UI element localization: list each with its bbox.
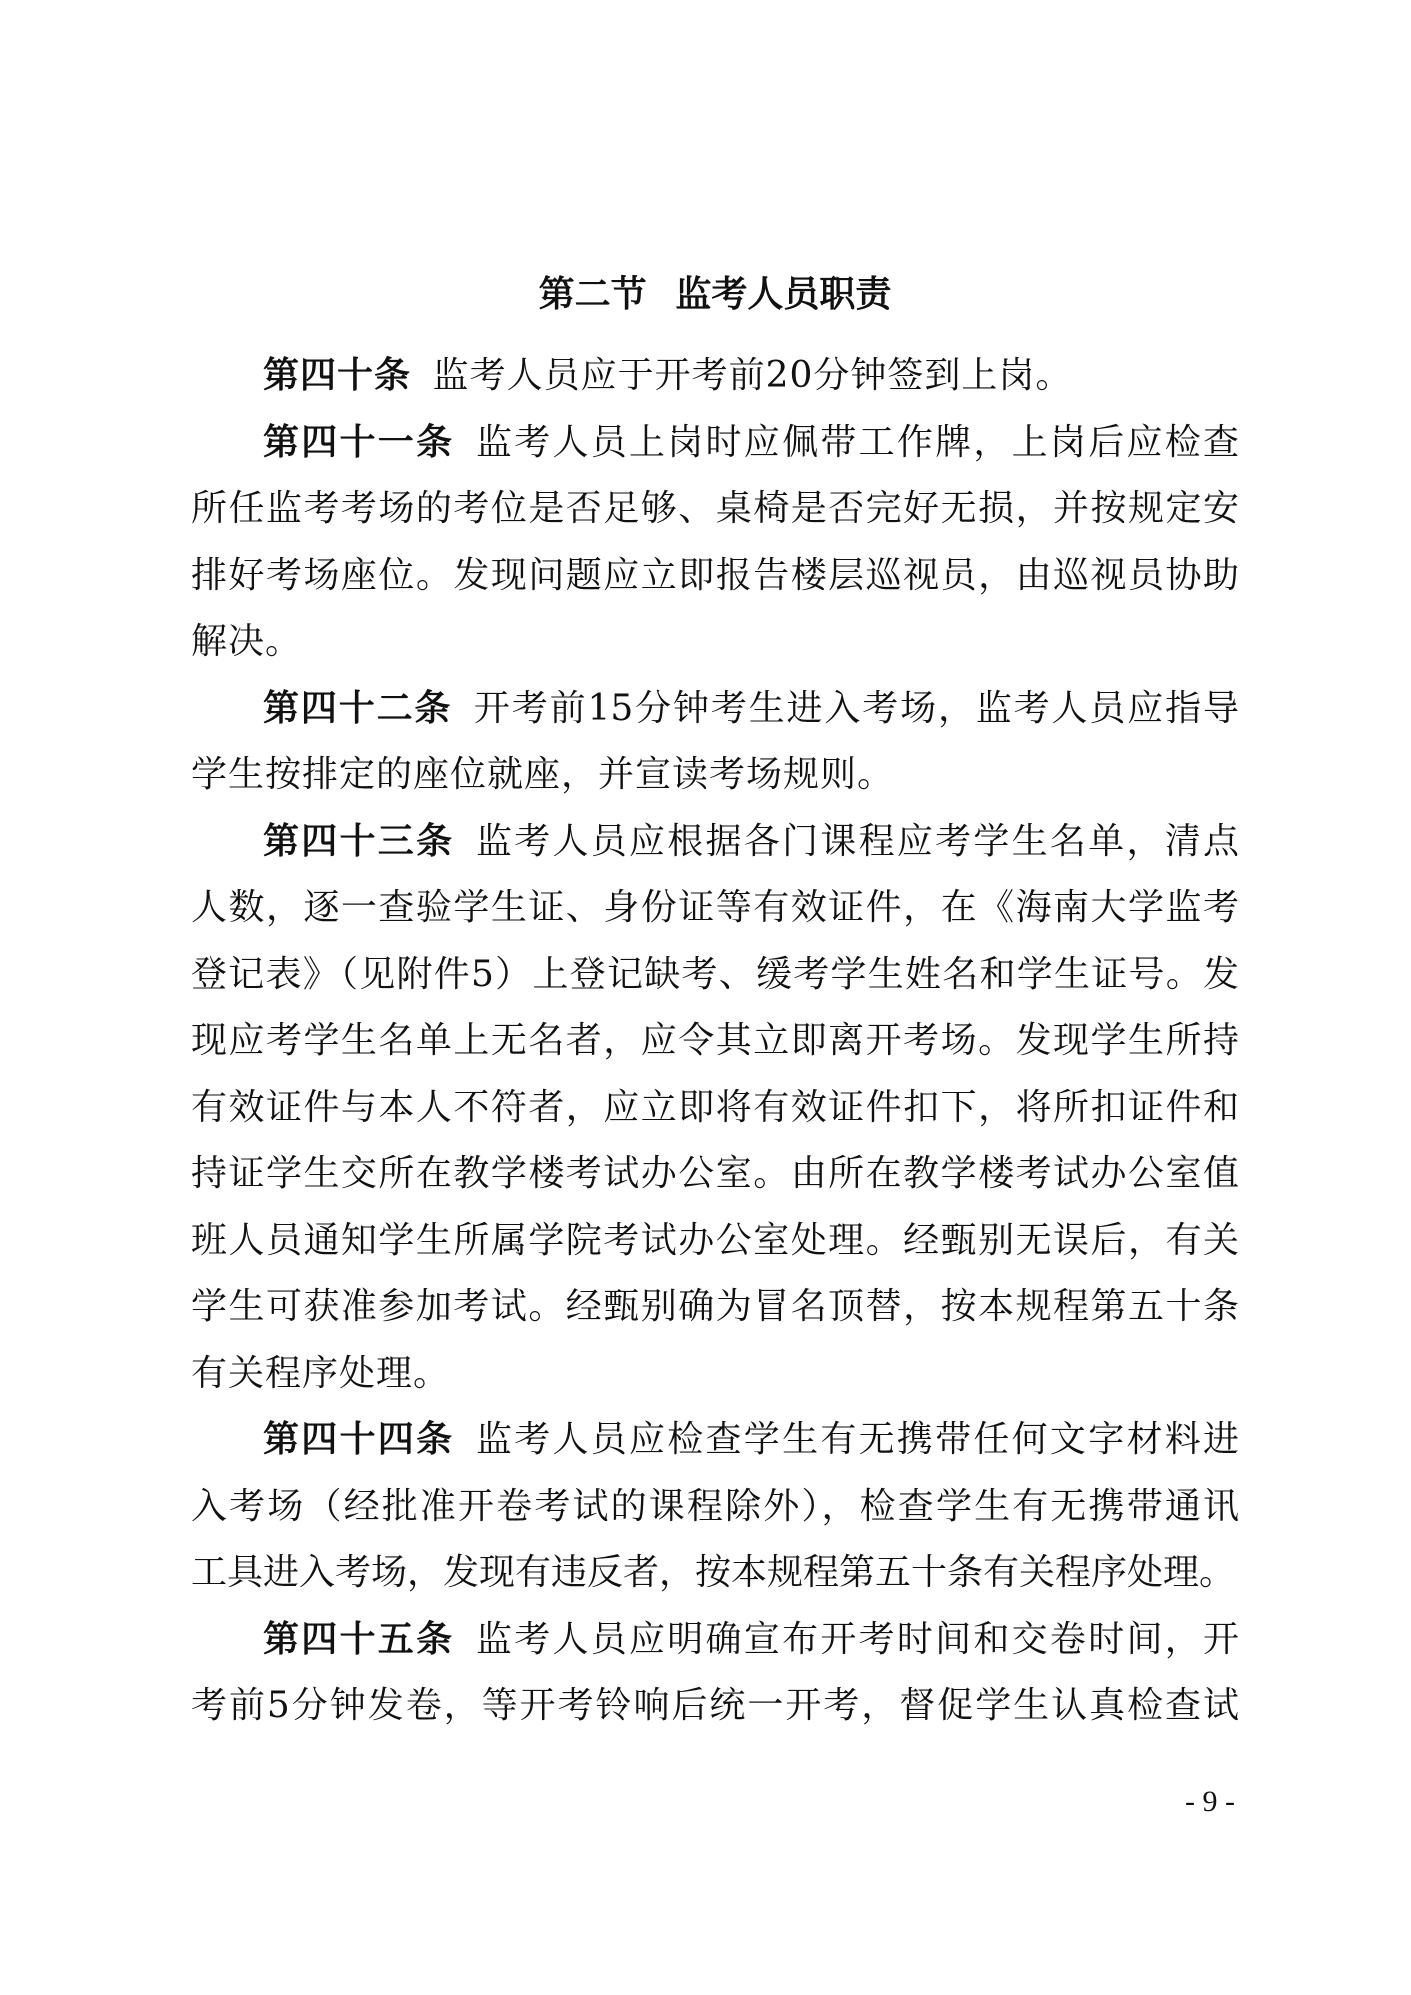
- article-label: 第四十五条: [263, 1618, 455, 1660]
- article-line: 现应考学生名单上无名者，应令其立即离开考场。发现学生所持: [191, 1020, 1239, 1061]
- article-line: 所任监考考场的考位是否足够、桌椅是否完好无损，并按规定安: [191, 488, 1239, 529]
- article-text: 监考人员应于开考前20分钟签到上岗。: [432, 355, 1073, 396]
- article-line: 学生可获准参加考试。经甄别确为冒名顶替，按本规程第五十条: [191, 1286, 1239, 1327]
- article-label: 第四十二条: [263, 687, 453, 729]
- article-text: 开考前15分钟考生进入考场，监考人员应指导: [473, 687, 1239, 729]
- article-line: 学生按排定的座位就座，并宣读考场规则。: [191, 754, 895, 795]
- article-41: [191, 410, 1239, 676]
- article-first-line: [191, 343, 1239, 410]
- article-first-line: [191, 676, 1239, 743]
- article-40: [191, 343, 1239, 410]
- section-number: 第二节: [538, 274, 647, 315]
- article-line: 工具进入考场，发现有违反者，按本规程第五十条有关程序处理。: [191, 1552, 1236, 1593]
- article-text: 监考人员上岗时应佩带工作牌，上岗后应检查: [475, 421, 1239, 463]
- article-line: 登记表》（见附件5）上登记缺考、缓考学生姓名和学生证号。发: [191, 953, 1239, 995]
- section-title-text: 监考人员职责: [675, 274, 892, 315]
- article-line: 持证学生交所在教学楼考试办公室。由所在教学楼考试办公室值: [191, 1153, 1239, 1194]
- article-line: 入考场（经批准开卷考试的课程除外），检查学生有无携带通讯: [191, 1485, 1239, 1527]
- page-number: - 9 -: [1185, 1785, 1235, 1818]
- article-line: 有效证件与本人不符者，应立即将有效证件扣下，将所扣证件和: [191, 1086, 1239, 1128]
- article-line: 解决。: [191, 621, 303, 662]
- article-line: 班人员通知学生所属学院考试办公室处理。经甄别无误后，有关: [191, 1219, 1239, 1261]
- article-text: 监考人员应检查学生有无携带任何文字材料进: [475, 1419, 1239, 1460]
- article-label: 第四十四条: [263, 1419, 455, 1460]
- article-45: [191, 1607, 1239, 1740]
- article-first-line: [191, 410, 1239, 477]
- article-first-line: [191, 1407, 1239, 1474]
- article-label: 第四十条: [263, 355, 412, 396]
- article-44: [191, 1407, 1239, 1607]
- article-line: 考前5分钟发卷，等开考铃响后统一开考，督促学生认真检查试: [191, 1685, 1239, 1726]
- article-text: 监考人员应根据各门课程应考学生名单，清点: [475, 820, 1239, 862]
- article-43: [191, 809, 1239, 1408]
- article-label: 第四十三条: [263, 820, 455, 862]
- article-label: 第四十一条: [263, 421, 455, 463]
- article-text: 监考人员应明确宣布开考时间和交卷时间，开: [475, 1618, 1239, 1660]
- article-42: [191, 676, 1239, 809]
- article-line: 排好考场座位。发现问题应立即报告楼层巡视员，由巡视员协助: [191, 554, 1239, 596]
- section-title: [191, 268, 1239, 322]
- article-line: 有关程序处理。: [191, 1352, 451, 1394]
- article-first-line: [191, 1607, 1239, 1674]
- document-body: [191, 343, 1239, 1740]
- article-line: 人数，逐一查验学生证、身份证等有效证件，在《海南大学监考: [191, 887, 1239, 928]
- article-first-line: [191, 809, 1239, 876]
